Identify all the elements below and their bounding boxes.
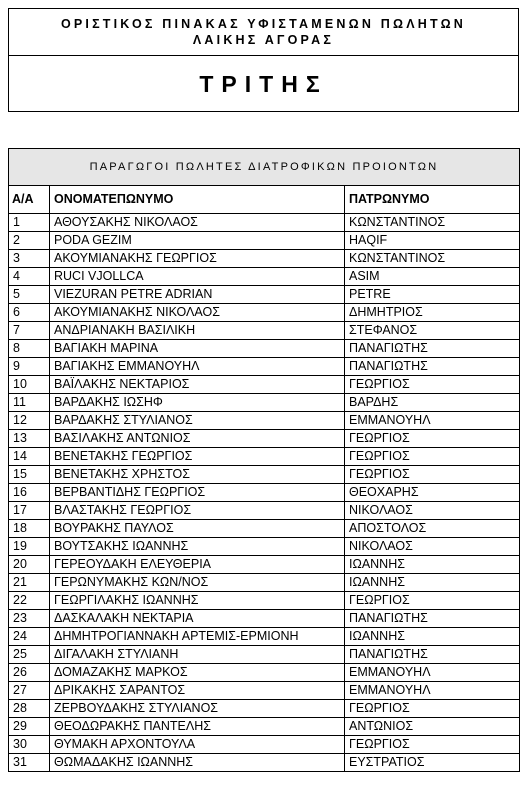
table-row bbox=[9, 700, 520, 718]
row-number: 15 bbox=[9, 466, 50, 484]
row-fathers-name: ΘΕΟΧΑΡΗΣ bbox=[345, 484, 520, 502]
row-fathers-name: PETRE bbox=[345, 286, 520, 304]
row-number: 24 bbox=[9, 628, 50, 646]
row-number: 19 bbox=[9, 538, 50, 556]
document-header bbox=[8, 8, 519, 112]
row-full-name: ΘΕΟΔΩΡΑΚΗΣ ΠΑΝΤΕΛΗΣ bbox=[50, 718, 345, 736]
row-full-name: ΒΟΥΡΑΚΗΣ ΠΑΥΛΟΣ bbox=[50, 520, 345, 538]
row-number: 26 bbox=[9, 664, 50, 682]
row-number: 4 bbox=[9, 268, 50, 286]
row-number: 27 bbox=[9, 682, 50, 700]
row-fathers-name: ΓΕΩΡΓΙΟΣ bbox=[345, 466, 520, 484]
row-number: 5 bbox=[9, 286, 50, 304]
row-full-name: VIEZURAN PETRE ADRIAN bbox=[50, 286, 345, 304]
row-fathers-name: ΚΩΝΣΤΑΝΤΙΝΟΣ bbox=[345, 250, 520, 268]
row-fathers-name: ΠΑΝΑΓΙΩΤΗΣ bbox=[345, 340, 520, 358]
row-full-name: ΑΝΔΡΙΑΝΑΚΗ ΒΑΣΙΛΙΚΗ bbox=[50, 322, 345, 340]
table-row bbox=[9, 574, 520, 592]
row-full-name: PODA GEZIM bbox=[50, 232, 345, 250]
row-fathers-name: ΓΕΩΡΓΙΟΣ bbox=[345, 448, 520, 466]
row-number: 7 bbox=[9, 322, 50, 340]
table-row bbox=[9, 610, 520, 628]
table-row bbox=[9, 376, 520, 394]
table-row bbox=[9, 754, 520, 772]
row-number: 23 bbox=[9, 610, 50, 628]
row-fathers-name: ΑΝΤΩΝΙΟΣ bbox=[345, 718, 520, 736]
table-row bbox=[9, 682, 520, 700]
table-row bbox=[9, 718, 520, 736]
row-full-name: ΔΟΜΑΖΑΚΗΣ ΜΑΡΚΟΣ bbox=[50, 664, 345, 682]
table-row bbox=[9, 232, 520, 250]
row-fathers-name: ΒΑΡΔΗΣ bbox=[345, 394, 520, 412]
row-number: 3 bbox=[9, 250, 50, 268]
row-full-name: ΒΑΣΙΛΑΚΗΣ ΑΝΤΩΝΙΟΣ bbox=[50, 430, 345, 448]
row-full-name: ΓΕΡΩΝΥΜΑΚΗΣ ΚΩΝ/ΝΟΣ bbox=[50, 574, 345, 592]
row-number: 28 bbox=[9, 700, 50, 718]
row-number: 17 bbox=[9, 502, 50, 520]
row-full-name: ΒΑΡΔΑΚΗΣ ΣΤΥΛΙΑΝΟΣ bbox=[50, 412, 345, 430]
row-full-name: ΒΑΪΛΑΚΗΣ ΝΕΚΤΑΡΙΟΣ bbox=[50, 376, 345, 394]
row-fathers-name: ΕΥΣΤΡΑΤΙΟΣ bbox=[345, 754, 520, 772]
table-row bbox=[9, 358, 520, 376]
row-full-name: ΔΡΙΚΑΚΗΣ ΣΑΡΑΝΤΟΣ bbox=[50, 682, 345, 700]
table-row bbox=[9, 646, 520, 664]
row-fathers-name: ΙΩΑΝΝΗΣ bbox=[345, 628, 520, 646]
header-title-block bbox=[9, 9, 518, 56]
row-full-name: ΒΟΥΤΣΑΚΗΣ ΙΩΑΝΝΗΣ bbox=[50, 538, 345, 556]
row-number: 18 bbox=[9, 520, 50, 538]
table-title: ΠΑΡΑΓΩΓΟΙ ΠΩΛΗΤΕΣ ΔΙΑΤΡΟΦΙΚΩΝ ΠΡΟΙΟΝΤΩΝ bbox=[9, 149, 520, 186]
row-full-name: ΒΛΑΣΤΑΚΗΣ ΓΕΩΡΓΙΟΣ bbox=[50, 502, 345, 520]
row-fathers-name: ΓΕΩΡΓΙΟΣ bbox=[345, 376, 520, 394]
row-full-name: ΘΩΜΑΔΑΚΗΣ ΙΩΑΝΝΗΣ bbox=[50, 754, 345, 772]
row-number: 1 bbox=[9, 214, 50, 232]
row-number: 11 bbox=[9, 394, 50, 412]
row-fathers-name: ΝΙΚΟΛΑΟΣ bbox=[345, 538, 520, 556]
row-fathers-name: ASIM bbox=[345, 268, 520, 286]
table-row bbox=[9, 214, 520, 232]
row-number: 10 bbox=[9, 376, 50, 394]
header-title-line-1: ΟΡΙΣΤΙΚΟΣ ΠΙΝΑΚΑΣ ΥΦΙΣΤΑΜΕΝΩΝ ΠΩΛΗΤΩΝ bbox=[60, 17, 467, 31]
row-number: 12 bbox=[9, 412, 50, 430]
table-row bbox=[9, 484, 520, 502]
row-full-name: ΔΗΜΗΤΡΟΓΙΑΝΝΑΚΗ ΑΡΤΕΜΙΣ-ΕΡΜΙΟΝΗ bbox=[50, 628, 345, 646]
row-number: 22 bbox=[9, 592, 50, 610]
row-full-name: ΓΕΩΡΓΙΛΑΚΗΣ ΙΩΑΝΝΗΣ bbox=[50, 592, 345, 610]
row-number: 31 bbox=[9, 754, 50, 772]
table-row bbox=[9, 502, 520, 520]
row-fathers-name: ΠΑΝΑΓΙΩΤΗΣ bbox=[345, 610, 520, 628]
table-body bbox=[9, 214, 520, 772]
row-number: 29 bbox=[9, 718, 50, 736]
table-row bbox=[9, 304, 520, 322]
header-title-line-2: ΛΑΙΚΗΣ ΑΓΟΡΑΣ bbox=[192, 33, 335, 47]
row-fathers-name: ΣΤΕΦΑΝΟΣ bbox=[345, 322, 520, 340]
row-number: 30 bbox=[9, 736, 50, 754]
table-row bbox=[9, 340, 520, 358]
table-row bbox=[9, 628, 520, 646]
table-row bbox=[9, 556, 520, 574]
row-fathers-name: ΚΩΝΣΤΑΝΤΙΝΟΣ bbox=[345, 214, 520, 232]
table-row bbox=[9, 412, 520, 430]
table-row bbox=[9, 592, 520, 610]
column-header-full-name: ΟΝΟΜΑΤΕΠΩΝΥΜΟ bbox=[50, 186, 345, 214]
row-full-name: ΒΕΝΕΤΑΚΗΣ ΓΕΩΡΓΙΟΣ bbox=[50, 448, 345, 466]
row-full-name: ΒΑΡΔΑΚΗΣ ΙΩΣΗΦ bbox=[50, 394, 345, 412]
row-number: 14 bbox=[9, 448, 50, 466]
row-fathers-name: ΕΜΜΑΝΟΥΗΛ bbox=[345, 682, 520, 700]
row-number: 25 bbox=[9, 646, 50, 664]
row-number: 8 bbox=[9, 340, 50, 358]
table-row bbox=[9, 520, 520, 538]
row-full-name: ΒΕΡΒΑΝΤΙΔΗΣ ΓΕΩΡΓΙΟΣ bbox=[50, 484, 345, 502]
table-header-row bbox=[9, 186, 520, 214]
table-row bbox=[9, 430, 520, 448]
table-row bbox=[9, 736, 520, 754]
row-fathers-name: ΠΑΝΑΓΙΩΤΗΣ bbox=[345, 358, 520, 376]
row-fathers-name: ΓΕΩΡΓΙΟΣ bbox=[345, 700, 520, 718]
table-row bbox=[9, 448, 520, 466]
row-full-name: ΒΑΓΙΑΚΗΣ ΕΜΜΑΝΟΥΗΛ bbox=[50, 358, 345, 376]
row-full-name: ΓΕΡΕΟΥΔΑΚΗ ΕΛΕΥΘΕΡΙΑ bbox=[50, 556, 345, 574]
row-full-name: ΔΑΣΚΑΛΑΚΗ ΝΕΚΤΑΡΙΑ bbox=[50, 610, 345, 628]
row-full-name: ΑΘΟΥΣΑΚΗΣ ΝΙΚΟΛΑΟΣ bbox=[50, 214, 345, 232]
row-fathers-name: ΠΑΝΑΓΙΩΤΗΣ bbox=[345, 646, 520, 664]
table-row bbox=[9, 664, 520, 682]
vendors-table bbox=[8, 148, 520, 772]
table-row bbox=[9, 466, 520, 484]
table-row bbox=[9, 322, 520, 340]
row-number: 13 bbox=[9, 430, 50, 448]
row-number: 9 bbox=[9, 358, 50, 376]
table-row bbox=[9, 268, 520, 286]
row-full-name: ΔΙΓΑΛΑΚΗ ΣΤΥΛΙΑΝΗ bbox=[50, 646, 345, 664]
row-full-name: ΖΕΡΒΟΥΔΑΚΗΣ ΣΤΥΛΙΑΝΟΣ bbox=[50, 700, 345, 718]
row-full-name: ΒΕΝΕΤΑΚΗΣ ΧΡΗΣΤΟΣ bbox=[50, 466, 345, 484]
row-full-name: ΘΥΜΑΚΗ ΑΡΧΟΝΤΟΥΛΑ bbox=[50, 736, 345, 754]
row-fathers-name: ΓΕΩΡΓΙΟΣ bbox=[345, 430, 520, 448]
table-title-row bbox=[9, 149, 520, 186]
row-fathers-name: ΙΩΑΝΝΗΣ bbox=[345, 556, 520, 574]
row-fathers-name: ΝΙΚΟΛΑΟΣ bbox=[345, 502, 520, 520]
row-full-name: ΑΚΟΥΜΙΑΝΑΚΗΣ ΝΙΚΟΛΑΟΣ bbox=[50, 304, 345, 322]
table-row bbox=[9, 250, 520, 268]
column-header-fathers-name: ΠΑΤΡΩΝΥΜΟ bbox=[345, 186, 520, 214]
row-full-name: ΒΑΓΙΑΚΗ ΜΑΡΙΝΑ bbox=[50, 340, 345, 358]
row-fathers-name: HAQIF bbox=[345, 232, 520, 250]
row-fathers-name: ΓΕΩΡΓΙΟΣ bbox=[345, 736, 520, 754]
row-fathers-name: ΓΕΩΡΓΙΟΣ bbox=[345, 592, 520, 610]
table-row bbox=[9, 286, 520, 304]
row-number: 20 bbox=[9, 556, 50, 574]
market-day-title: ΤΡΙΤΗΣ bbox=[199, 71, 328, 97]
row-fathers-name: ΕΜΜΑΝΟΥΗΛ bbox=[345, 412, 520, 430]
row-full-name: ΑΚΟΥΜΙΑΝΑΚΗΣ ΓΕΩΡΓΙΟΣ bbox=[50, 250, 345, 268]
table-row bbox=[9, 394, 520, 412]
column-header-number: Α/Α bbox=[9, 186, 50, 214]
row-number: 2 bbox=[9, 232, 50, 250]
row-fathers-name: ΕΜΜΑΝΟΥΗΛ bbox=[345, 664, 520, 682]
row-fathers-name: ΙΩΑΝΝΗΣ bbox=[345, 574, 520, 592]
table-row bbox=[9, 538, 520, 556]
row-fathers-name: ΑΠΟΣΤΟΛΟΣ bbox=[345, 520, 520, 538]
row-number: 6 bbox=[9, 304, 50, 322]
row-fathers-name: ΔΗΜΗΤΡΙΟΣ bbox=[345, 304, 520, 322]
row-full-name: RUCI VJOLLCA bbox=[50, 268, 345, 286]
row-number: 16 bbox=[9, 484, 50, 502]
row-number: 21 bbox=[9, 574, 50, 592]
